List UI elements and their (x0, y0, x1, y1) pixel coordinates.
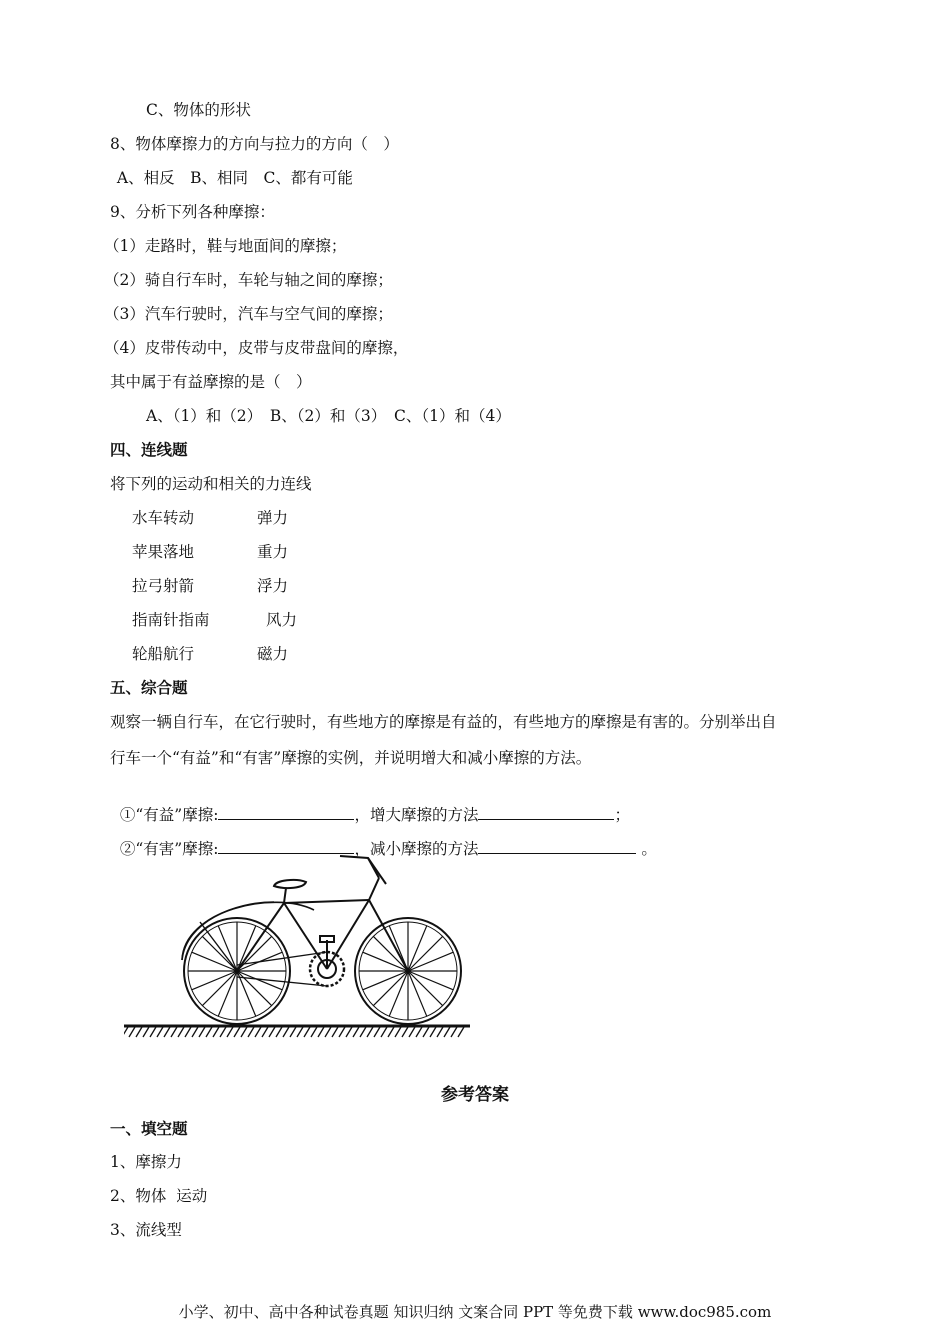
match-right-item: 风力 (266, 611, 298, 629)
hatch-mark (430, 1027, 436, 1037)
hatch-mark (318, 1027, 324, 1037)
hatch-mark (283, 1027, 289, 1037)
ground-hatching (124, 1027, 464, 1037)
page-footer: 小学、初中、高中各种试卷真题 知识归纳 文案合同 PPT 等免费下载 www.doc985.com (178, 1303, 772, 1321)
head-tube (369, 878, 379, 900)
answer-item: 2、物体 运动 (110, 1187, 208, 1205)
q9-options: A、（1）和（2） B、（2）和（3） C、（1）和（4） (146, 407, 511, 425)
spoke (373, 936, 408, 971)
hatch-mark (374, 1027, 380, 1037)
hatch-mark (416, 1027, 422, 1037)
hatch-mark (395, 1027, 401, 1037)
spoke (237, 971, 272, 1006)
hatch-mark (227, 1027, 233, 1037)
hatch-mark (178, 1027, 184, 1037)
fill1-label: ①“有益”摩擦: (119, 806, 219, 824)
hatch-mark (276, 1027, 282, 1037)
hatch-mark (353, 1027, 359, 1037)
spoke (202, 971, 237, 1006)
hatch-mark (458, 1027, 464, 1037)
match-right-item: 重力 (257, 543, 289, 561)
match-left-item: 拉弓射箭 (132, 577, 195, 595)
hatch-mark (269, 1027, 275, 1037)
rear-fender-inner (182, 902, 274, 960)
seat-post (284, 888, 286, 903)
section5-paragraph-line2: 行车一个“有益”和“有害”摩擦的实例，并说明增大和减小摩擦的方法。 (110, 749, 592, 767)
hatch-mark (297, 1027, 303, 1037)
pedal (320, 936, 334, 942)
match-left-item: 轮船航行 (132, 645, 195, 663)
q9-stem: 其中属于有益摩擦的是（ ） (110, 373, 312, 391)
spoke (202, 936, 237, 971)
hatch-mark (311, 1027, 317, 1037)
hatch-mark (290, 1027, 296, 1037)
hatch-mark (143, 1027, 149, 1037)
hatch-mark (325, 1027, 331, 1037)
hatch-mark (213, 1027, 219, 1037)
hatch-mark (423, 1027, 429, 1037)
hatch-mark (192, 1027, 198, 1037)
hatch-mark (367, 1027, 373, 1037)
spoke (237, 936, 272, 971)
section4-instruction: 将下列的运动和相关的力连线 (110, 475, 312, 493)
fill2-mid: ，减小摩擦的方法 (354, 840, 479, 858)
hatch-mark (381, 1027, 387, 1037)
hatch-mark (171, 1027, 177, 1037)
hatch-mark (185, 1027, 191, 1037)
hatch-mark (206, 1027, 212, 1037)
hatch-mark (360, 1027, 366, 1037)
hatch-mark (332, 1027, 338, 1037)
fill2-end: 。 (636, 840, 657, 858)
q9-question: 9、分析下列各种摩擦： (110, 203, 275, 221)
bicycle-illustration (124, 850, 474, 1045)
hatch-mark (255, 1027, 261, 1037)
hatch-mark (444, 1027, 450, 1037)
hatch-mark (136, 1027, 142, 1037)
match-right-item: 磁力 (257, 645, 289, 663)
match-left-item: 指南针指南 (132, 611, 210, 629)
q9-item: （2）骑自行车时，车轮与轴之间的摩擦； (104, 271, 393, 289)
hatch-mark (402, 1027, 408, 1037)
hatch-mark (339, 1027, 345, 1037)
section5-heading: 五、综合题 (110, 678, 188, 697)
spoke (408, 936, 443, 971)
hatch-mark (346, 1027, 352, 1037)
section4-heading: 四、连线题 (110, 440, 188, 459)
hatch-mark (129, 1027, 135, 1037)
hatch-mark (248, 1027, 254, 1037)
answers-section1-heading: 一、填空题 (110, 1119, 188, 1138)
hatch-mark (164, 1027, 170, 1037)
hatch-mark (220, 1027, 226, 1037)
down-tube (327, 900, 369, 969)
match-right-item: 弹力 (257, 509, 289, 527)
hatch-mark (304, 1027, 310, 1037)
answer-item: 3、流线型 (110, 1221, 182, 1239)
match-left-item: 水车转动 (132, 509, 195, 527)
chain-top (237, 952, 327, 965)
hatch-mark (124, 1027, 128, 1037)
fill1-end: ； (614, 806, 630, 824)
match-left-item: 苹果落地 (132, 543, 195, 561)
hatch-mark (388, 1027, 394, 1037)
q8-options: A、相反 B、相同 C、都有可能 (112, 169, 353, 187)
q7-option-c: C、物体的形状 (146, 101, 251, 119)
hatch-mark (234, 1027, 240, 1037)
spoke (408, 971, 443, 1006)
section5-paragraph-line1: 观察一辆自行车，在它行驶时，有些地方的摩擦是有益的，有些地方的摩擦是有害的。分别举出自 (110, 713, 777, 731)
match-right-item: 浮力 (257, 577, 289, 595)
hatch-mark (199, 1027, 205, 1037)
hatch-mark (437, 1027, 443, 1037)
hatch-mark (150, 1027, 156, 1037)
bicycle-seat (274, 880, 306, 888)
top-tube (284, 900, 369, 903)
hatch-mark (157, 1027, 163, 1037)
hatch-mark (241, 1027, 247, 1037)
hatch-mark (262, 1027, 268, 1037)
hatch-mark (451, 1027, 457, 1037)
answer-blank[interactable] (478, 838, 636, 854)
q8-question: 8、物体摩擦力的方向与拉力的方向（ ） (110, 135, 399, 153)
answers-title: 参考答案 (441, 1085, 509, 1105)
answer-item: 1、摩擦力 (110, 1153, 182, 1171)
fill2-label: ②“有害”摩擦: (119, 840, 219, 858)
q9-item: （3）汽车行驶时，汽车与空气间的摩擦； (104, 305, 393, 323)
q9-item: （4）皮带传动中，皮带与皮带盘间的摩擦， (104, 339, 409, 357)
q9-item: （1）走路时，鞋与地面间的摩擦； (104, 237, 347, 255)
fill1-mid: ，增大摩擦的方法 (354, 806, 479, 824)
spoke (373, 971, 408, 1006)
hatch-mark (409, 1027, 415, 1037)
